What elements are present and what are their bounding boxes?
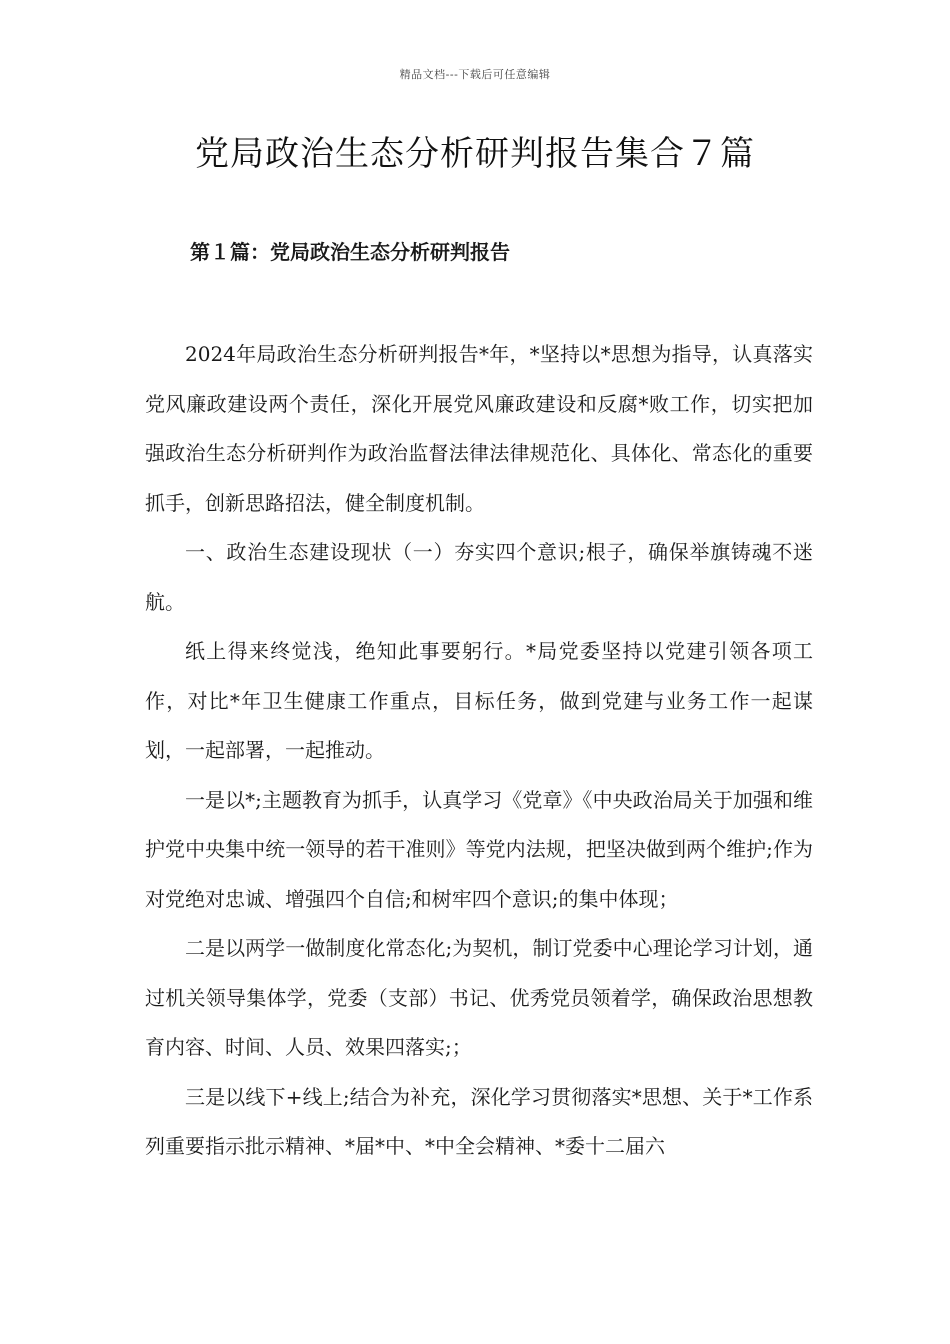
section-heading: 第１篇：党局政治生态分析研判报告 <box>190 240 510 264</box>
header-note: 精品文档---下载后可任意编辑 <box>399 68 551 81</box>
document-body <box>145 330 813 1172</box>
paragraph-practice: 纸上得来终觉浅，绝知此事要躬行。*局党委坚持以党建引领各项工作，对比*年卫生健康工作重点，目标任务，做到党建与业务工作一起谋划，一起部署，一起推动。 <box>145 639 813 762</box>
paragraph-point-one: 一是以*;主题教育为抓手，认真学习《党章》《中央政治局关于加强和维护党中央集中统一领导的若干准则》等党内法规，把坚决做到两个维护;作为对党绝对忠诚、增强四个自信;和树牢四个意识;的集中体现； <box>145 787 813 911</box>
document-title: 党局政治生态分析研判报告集合７篇 <box>195 134 755 174</box>
paragraph-section-one: 一、政治生态建设现状（一）夯实四个意识;根子，确保举旗铸魂不迷航。 <box>145 540 813 614</box>
paragraph-point-two: 二是以两学一做制度化常态化;为契机，制订党委中心理论学习计划，通过机关领导集体学，党委（支部）书记、优秀党员领着学，确保政治思想教育内容、时间、人员、效果四落实;； <box>145 936 813 1059</box>
paragraph-point-three: 三是以线下+线上;结合为补充，深化学习贯彻落实*思想、关于*工作系列重要指示批示精神、*届*中、*中全会精神、*委十二届六 <box>145 1084 813 1158</box>
paragraph-intro: 2024年局政治生态分析研判报告*年，*坚持以*思想为指导，认真落实党风廉政建设两个责任，深化开展党风廉政建设和反腐*败工作，切实把加强政治生态分析研判作为政治监督法律法律规范化、具体化、常态化的重要抓手，创新思路招法，健全制度机制。 <box>145 342 813 515</box>
